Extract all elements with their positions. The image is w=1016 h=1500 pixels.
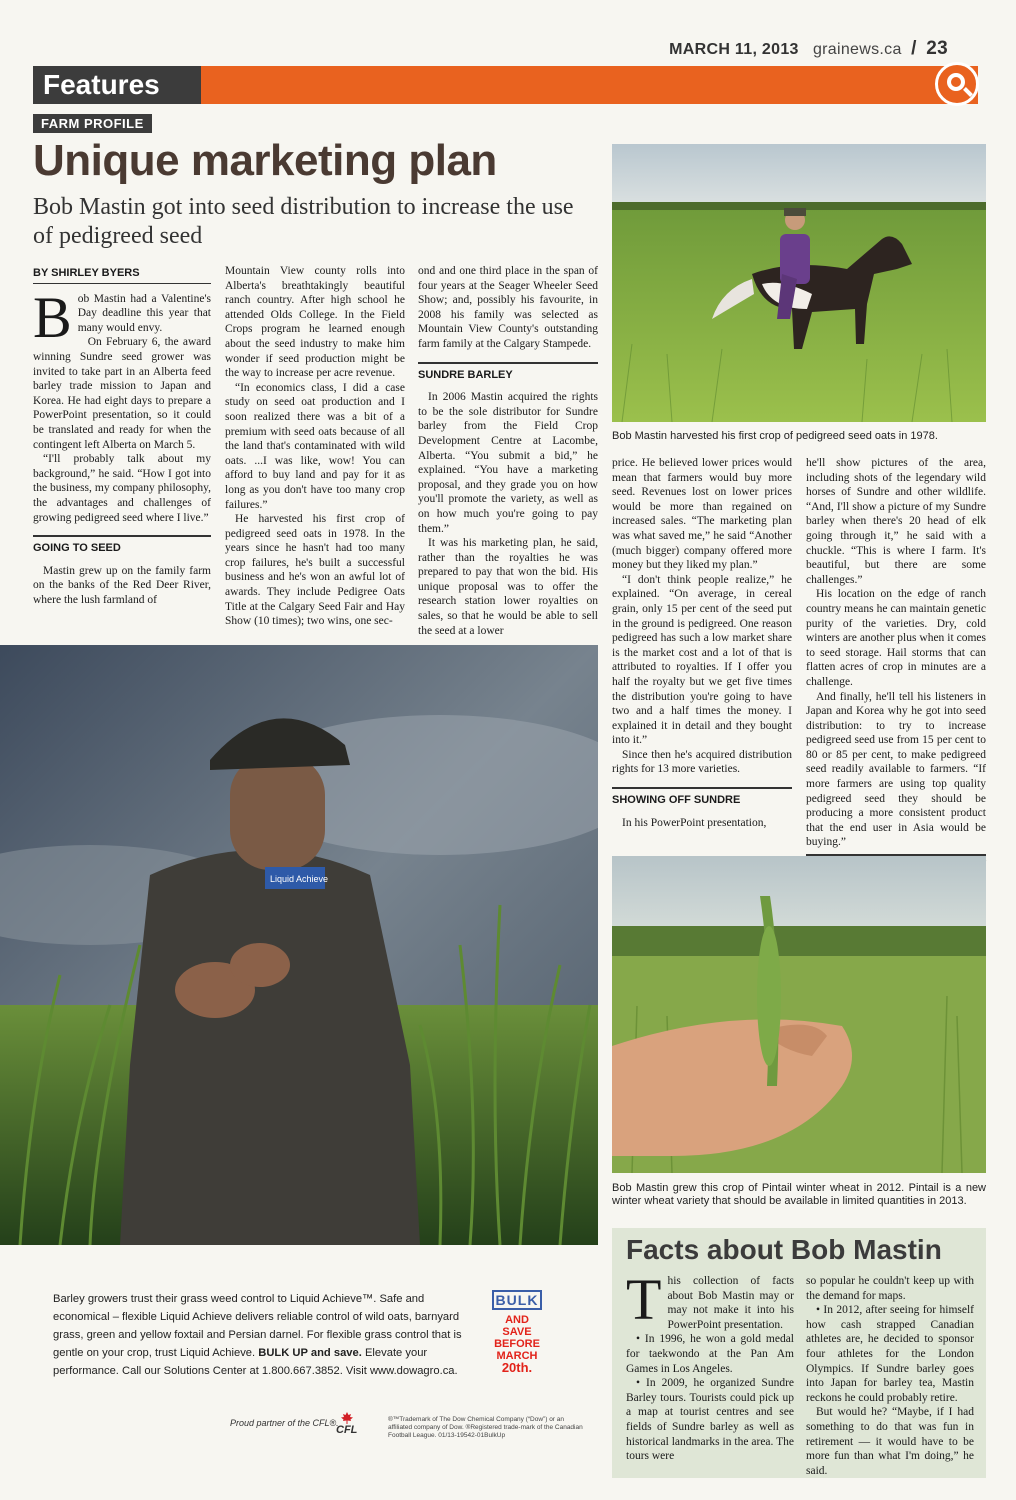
promo-line: BEFORE [494,1338,540,1350]
site-url[interactable]: grainews.ca [812,41,902,58]
bulk-promo [492,1290,542,1374]
kicker: FARM PROFILE [33,114,152,133]
paragraph: ond and one third place in the span of four years at the Seager Wheeler Seed Show; and, possibly his favourite, in 2008 his family was selected as Mountain View County's outstanding farm family at the Calgary Stampede. [418,265,598,350]
byline: BY SHIRLEY BYERS [33,266,211,284]
legal-text: ®™Trademark of The Dow Chemical Company (“Dow”) or an affiliated company of Dow. ®Registered trade-mark of the Canadian Football League. 01/13-19542-01BulkUp [388,1416,583,1439]
farmer-illustration [0,645,598,1245]
paragraph: On February 6, the award winning Sundre seed grower was invited to take part in an Alberta feed barley trade mission to Japan and Korea. He had eight days to prepare a PowerPoint presentation, so it could be translated and ready for when the contingent left Alberta on March 5. [33,336,211,451]
article-column-4 [612,456,792,830]
subhead: GOING TO SEED [33,535,211,556]
paragraph: His location on the edge of ranch country means he can maintain genetic purity of the varieties. Dry, cold winters are another plus when it comes to seed storage. Hail storms that can flatten acres of crop in minutes are a challenge. [806,588,986,688]
magnifier-icon[interactable] [935,62,979,106]
ad-bold-text: BULK UP and save. [258,1347,362,1359]
page-number: 23 [926,38,948,59]
paragraph: “In economics class, I did a case study on seed oat production and I soon realized there was a bit of a premium with seed oats because of all the land that's contaminated with wild oats. ...I was like, wow! You can afford to buy land and pay for it as long as you don't have too many crop failures.” [225,381,405,511]
paragraph: • In 2009, he organized Sundre Barley tours. Tourists could pick up a map at tourist centres and see fields of Sundre barley as well as historical landmarks in the area. The tours were [626,1377,794,1463]
facts-title: Facts about Bob Mastin [626,1234,942,1265]
article-column-3 [418,264,598,638]
promo-line: 20th. [501,1360,533,1375]
dateline [669,38,948,60]
paragraph: his collection of facts about Bob Mastin may or may not make it into his PowerPoint presentation. [667,1275,794,1331]
paragraph: “I don't think people realize,” he explained. “On average, in cereal grain, only 15 per cent of the seed put in the ground is pedigreed. One reason pedigreed has such a low market share is the market cost and a lot of that is attributed to royalties. If I offer you half the royalty but we get five times the distribution you're going to have two and a half times the money. I explained it in detail and they bought into it.” [612,573,792,747]
paragraph: It was his marketing plan, he said, rather than the royalties he was prepared to pay that won the bid. His unique proposal was to offer the research station lower royalties on sales, so that he would be able to sell the seed at a lower [418,537,598,637]
ad-text: Barley growers trust their grass weed control to Liquid Achieve™. Safe and economical – flexible Liquid Achieve delivers reliable control of wild oats, barnyard grass, green and yellow foxtail and Persian darnel. For flexible grass control that is gentle on your crop, trust Liquid Achieve. [53,1293,462,1359]
paragraph: Mastin grew up on the family farm on the banks of the Red Deer River, where the lush farmland of [33,564,211,606]
article-column-1 [33,266,211,607]
magnifier-lens [947,73,965,91]
dropcap: B [33,284,72,350]
facts-column-2 [806,1274,974,1478]
promo-line: MARCH [496,1350,538,1362]
paragraph: Since then he's acquired distribution rights for 13 more varieties. [612,748,792,776]
horse-illustration [612,144,986,422]
dropcap: T [626,1267,662,1332]
paragraph: He harvested his first crop of pedigreed seed oats in 1978. In the years since he hasn't had too many crop failures, he's built a successful business and he's won an awful lot of awards. They include Pedigree Oats Title at the Calgary Seed Fair and Hay Show (10 times); two wins, one sec- [225,513,405,628]
wheat-illustration [612,856,986,1173]
paragraph: so popular he couldn't keep up with the demand for maps. [806,1275,974,1302]
photo-caption: Bob Mastin grew this crop of Pintail winter wheat in 2012. Pintail is a new winter wheat variety that should be available in limited quantities in 2013. [612,1182,986,1207]
paragraph: “I'll probably talk about my background,” he said. “How I got into the business, my company philosophy, the advantages and challenges of growing pedigreed seed where I live.” [33,453,211,524]
subhead: SHOWING OFF SUNDRE [612,787,792,808]
paragraph: ob Mastin had a Valentine's Day deadline this year that many would envy. [77,292,211,334]
headline: Unique marketing plan [33,136,497,185]
cfl-text: CFL [336,1424,358,1436]
shirt-badge: Liquid Achieve [270,874,329,884]
paragraph: he'll show pictures of the area, including shots of the legendary wild horses of Sundre and other wildlife. “And, I'll show a picture of my Sundre barley when there's 20 head of elk going through it,” he said with a chuckle. “This is where I farm. It's beautiful, but there are some challenges.” [806,457,986,586]
section-title: Features [33,66,201,104]
maple-leaf-icon [340,1412,354,1424]
partner-text: Proud partner of the CFL®. [230,1418,339,1428]
ad-copy [53,1290,478,1380]
cfl-logo [336,1412,357,1436]
article-column-5 [806,456,986,881]
paragraph: But would he? “Maybe, if I had something to do that was fun in retirement — it would have to be more fun than what I'm doing,” he said. [806,1406,974,1477]
page-separator: / [911,38,917,59]
wheat-photo [612,856,986,1173]
facts-column-1 [626,1267,794,1464]
paragraph: • In 1996, he won a gold medal for taekwondo at the Pan Am Games in Los Angeles. [626,1333,794,1375]
farmer-photo [0,645,598,1245]
deck: Bob Mastin got into seed distribution to increase the use of pedigreed seed [33,194,574,249]
paragraph: • In 2012, after seeing for himself how cash strapped Canadian athletes are, he decided to sponsor four athletes for the London Olympics. If Sundre barley goes into Japan for barley tea, Mastin reckons he could probably retire. [806,1304,974,1404]
issue-date: MARCH 11, 2013 [669,41,799,58]
horse-photo [612,144,986,422]
bulk-logo: BULK [492,1290,542,1310]
paragraph: price. He believed lower prices would mean that farmers would buy more seed. Revenues lost on lower prices would be more than regained on increased sales. “The marketing plan was what saved me,” he said “Another (much bigger) company offered more money but they liked my plan.” [612,457,792,572]
paragraph: Mountain View county rolls into Alberta's breathtakingly beautiful ranch country. After high school he attended Olds College. In the Field Crops program he learned enough about the seed industry to make him wonder if seed production might be the way to increase per acre revenue. [225,265,405,380]
paragraph: In his PowerPoint presentation, [622,816,767,829]
ad-text: Elevate your performance. Call our Solutions Center at 1.800.667.3852. Visit www.dowagro.ca. [53,1347,458,1377]
paragraph: In 2006 Mastin acquired the rights to be the sole distributor for Sundre barley from the Field Crop Development Centre at Lacombe, Alberta. “You submit a bid,” he explained. “You have a marketing proposal, and they grade you on how you'll promote the variety, as well as on how much you're going to pay them.” [418,391,598,535]
magnifier-handle [963,87,973,97]
facts-box [612,1228,986,1478]
promo-line: AND SAVE [502,1314,532,1338]
photo-caption: Bob Mastin harvested his first crop of pedigreed seed oats in 1978. [612,430,938,442]
subhead: SUNDRE BARLEY [418,362,598,383]
paragraph: And finally, he'll tell his listeners in Japan and Korea why he got into seed distribution: to try to increase pedigreed seed use from 15 per cent to 80 or 85 per cent, to make pedigreed seed readily available to farmers. “If more farmers are using top quality pedigreed seed they should be producing a more consistent product that the end user in Asia would be buying.” [806,690,986,849]
article-column-2 [225,264,405,629]
